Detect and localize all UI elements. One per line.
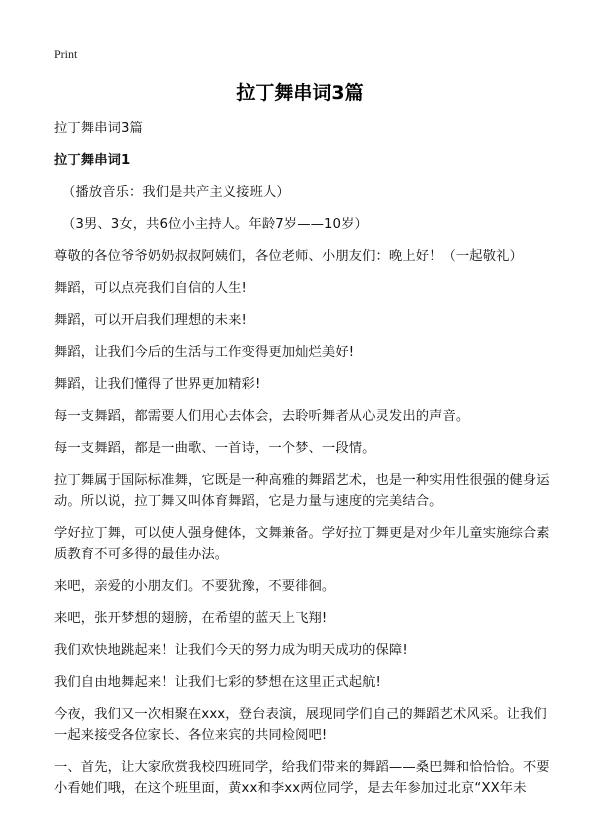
paragraph: 今夜，我们又一次相聚在xxx，登台表演，展现同学们自己的舞蹈艺术风采。让我们一起来接受各位家长、各位来宾的共同检阅吧! (54, 707, 547, 743)
section-heading: 拉丁舞串词1 (54, 153, 131, 168)
paragraph: 舞蹈，让我们懂得了世界更加精彩! (54, 377, 261, 392)
document-body (54, 118, 554, 810)
paragraph: 来吧，张开梦想的翅膀，在希望的蓝天上飞翔! (54, 611, 328, 626)
paragraph: （3男、3女，共6位小主持人。年龄7岁——10岁） (62, 217, 368, 232)
document-title: 拉丁舞串词3篇 (236, 82, 364, 104)
paragraph: 每一支舞蹈，都是一曲歌、一首诗，一个梦、一段情。 (54, 441, 376, 456)
paragraph: 舞蹈，可以点亮我们自信的人生! (54, 281, 247, 296)
paragraph: 我们自由地舞起来！让我们七彩的梦想在这里正式起航! (54, 675, 381, 690)
paragraph: 来吧，亲爱的小朋友们。不要犹豫，不要徘徊。 (54, 579, 336, 594)
paragraph: 尊敬的各位爷爷奶奶叔叔阿姨们，各位老师、小朋友们：晚上好！（一起敬礼） (54, 249, 523, 264)
paragraph: （播放音乐：我们是共产主义接班人） (62, 185, 290, 200)
paragraph: 学好拉丁舞，可以使人强身健体，文舞兼备。学好拉丁舞更是对少年儿童实施综合素质教育不可多得的最佳办法。 (54, 526, 550, 562)
paragraph: 舞蹈，可以开启我们理想的未来! (54, 313, 247, 328)
print-label: Print (54, 47, 78, 61)
document-subtitle: 拉丁舞串词3篇 (54, 121, 143, 136)
paragraph: 舞蹈，让我们今后的生活与工作变得更加灿烂美好! (54, 345, 355, 360)
paragraph: 我们欢快地跳起来！让我们今天的努力成为明天成功的保障! (54, 643, 408, 658)
paragraph: 拉丁舞属于国际标准舞，它既是一种高雅的舞蹈艺术，也是一种实用性很强的健身运动。所以说，拉丁舞又叫体育舞蹈，它是力量与速度的完美结合。 (54, 473, 550, 509)
paragraph: 每一支舞蹈，都需要人们用心去体会，去聆听舞者从心灵发出的声音。 (54, 409, 470, 424)
paragraph: 一、首先，让大家欣赏我校四班同学，给我们带来的舞蹈——桑巴舞和恰恰恰。不要小看她们哦，在这个班里面，黄xx和李xx两位同学，是去年参加过北京“XX年未 (54, 760, 550, 796)
